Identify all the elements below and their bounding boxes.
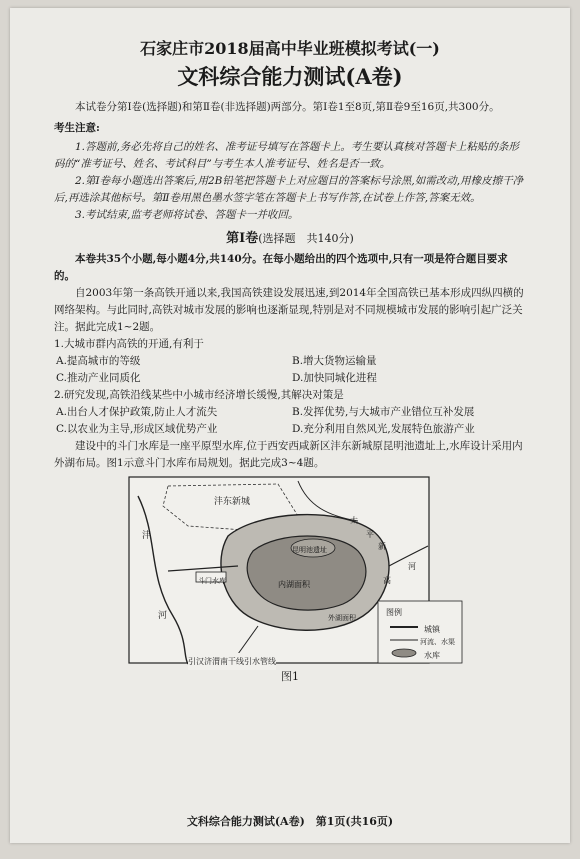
label-river-tai: 太 (350, 516, 358, 525)
figure-caption: 图1 (281, 670, 299, 683)
part1-title: 第Ⅰ卷 (226, 231, 259, 246)
notice-item-2: 2.第Ⅰ卷每小题选出答案后,用2B铅笔把答题卡上对应题目的答案标号涂黑,如需改动,用橡皮擦干净后,再选涂其他标号。第Ⅱ卷用黑色墨水签字笔在答题卡上书写作答,在试卷上作答,答案无效。 (54, 175, 524, 204)
notice-item-3: 3.考试结束,监考老师将试卷、答题卡一并收回。 (75, 209, 299, 221)
label-river-feng: 沣 (142, 531, 152, 541)
question-stem: 1.大城市群内高铁的开通,有利于 (54, 338, 204, 350)
legend-town-label: 城镇 (424, 625, 440, 634)
label-doumen: 斗门水库 (198, 577, 226, 585)
part1-instruction: 本卷共35个小题,每小题4分,共140分。在每小题给出的四个选项中,只有一项是符合题目要求的。 (54, 253, 508, 282)
legend-river-label: 河流、水渠 (420, 638, 455, 646)
label-inner-lake: 内湖面积 (278, 580, 310, 589)
option-b: B.增大货物运输量 (292, 355, 377, 367)
passage-2: 建设中的斗门水库是一座平原型水库,位于西安西咸新区沣东新城原昆明池遗址上,水库设计采用内外湖布局。图1示意斗门水库布局规划。据此完成3~4题。 (54, 440, 523, 469)
legend-reservoir-label: 水库 (424, 651, 440, 660)
option-c: C.推动产业同质化 (56, 372, 141, 384)
intro-paragraph: 本试卷分第Ⅰ卷(选择题)和第Ⅱ卷(非选择题)两部分。第Ⅰ卷1至8页,第Ⅱ卷9至16页,共300分。 (75, 101, 500, 113)
label-pool: 昆明池遗址 (292, 546, 327, 554)
reservoir-map-svg (128, 476, 468, 666)
question-options (54, 404, 526, 438)
reservoir-map (128, 476, 468, 666)
part1-heading (54, 230, 526, 247)
page-footer: 文科综合能力测试(A卷) 第1页(共16页) (186, 815, 394, 828)
notice-item-1: 1.答题前,务必先将自己的姓名、准考证号填写在答题卡上。考生要认真核对答题卡上粘贴的条形码的“准考证号、姓名、考试科目”与考生本人准考证号、姓名是否一致。 (54, 141, 519, 170)
label-fengdong: 沣东新城 (214, 497, 251, 507)
label-outer: 外湖面积 (328, 614, 356, 622)
legend-reservoir-swatch (392, 649, 416, 657)
exam-title: 石家庄市2018届高中毕业班模拟考试(一) (140, 39, 440, 58)
option-b: B.发挥优势,与大城市产业错位互补发展 (292, 406, 475, 418)
question-1 (54, 336, 526, 387)
label-river-ping: 平 (366, 530, 374, 539)
label-river-he2: 河 (408, 562, 416, 571)
label-river-he: 河 (158, 611, 168, 621)
part1-subtitle: (选择题 共140分) (258, 232, 354, 245)
notice-heading: 考生注意: (54, 122, 100, 134)
label-gao: 高 (383, 576, 391, 585)
legend-title: 图例 (386, 608, 402, 617)
option-d: D.充分利用自然风光,发展特色旅游产业 (292, 423, 475, 435)
page-content (54, 38, 526, 685)
passage-1: 自2003年第一条高铁开通以来,我国高铁建设发展迅速,到2014年全国高铁已基本形成四纵四横的网络架构。与此同时,高铁对城市发展的影响也逐渐显现,特别是对不同规模城市发展的影响引起广泛关注。据此完成1~2题。 (54, 287, 524, 333)
label-xin: 新 (378, 542, 386, 551)
option-a: A.提高城市的等级 (56, 355, 141, 367)
option-c: C.以农业为主导,形成区域优势产业 (56, 423, 218, 435)
exam-subtitle: 文科综合能力测试(A卷) (177, 64, 403, 89)
label-pipeline: 引汉济渭南干线引水管线 (188, 653, 276, 670)
option-d: D.加快同城化进程 (292, 372, 377, 384)
exam-page (10, 8, 570, 843)
option-a: A.出台人才保护政策,防止人才流失 (56, 406, 218, 418)
question-2 (54, 387, 526, 438)
question-stem: 2.研究发现,高铁沿线某些中小城市经济增长缓慢,其解决对策是 (54, 389, 344, 401)
question-options (54, 353, 526, 387)
